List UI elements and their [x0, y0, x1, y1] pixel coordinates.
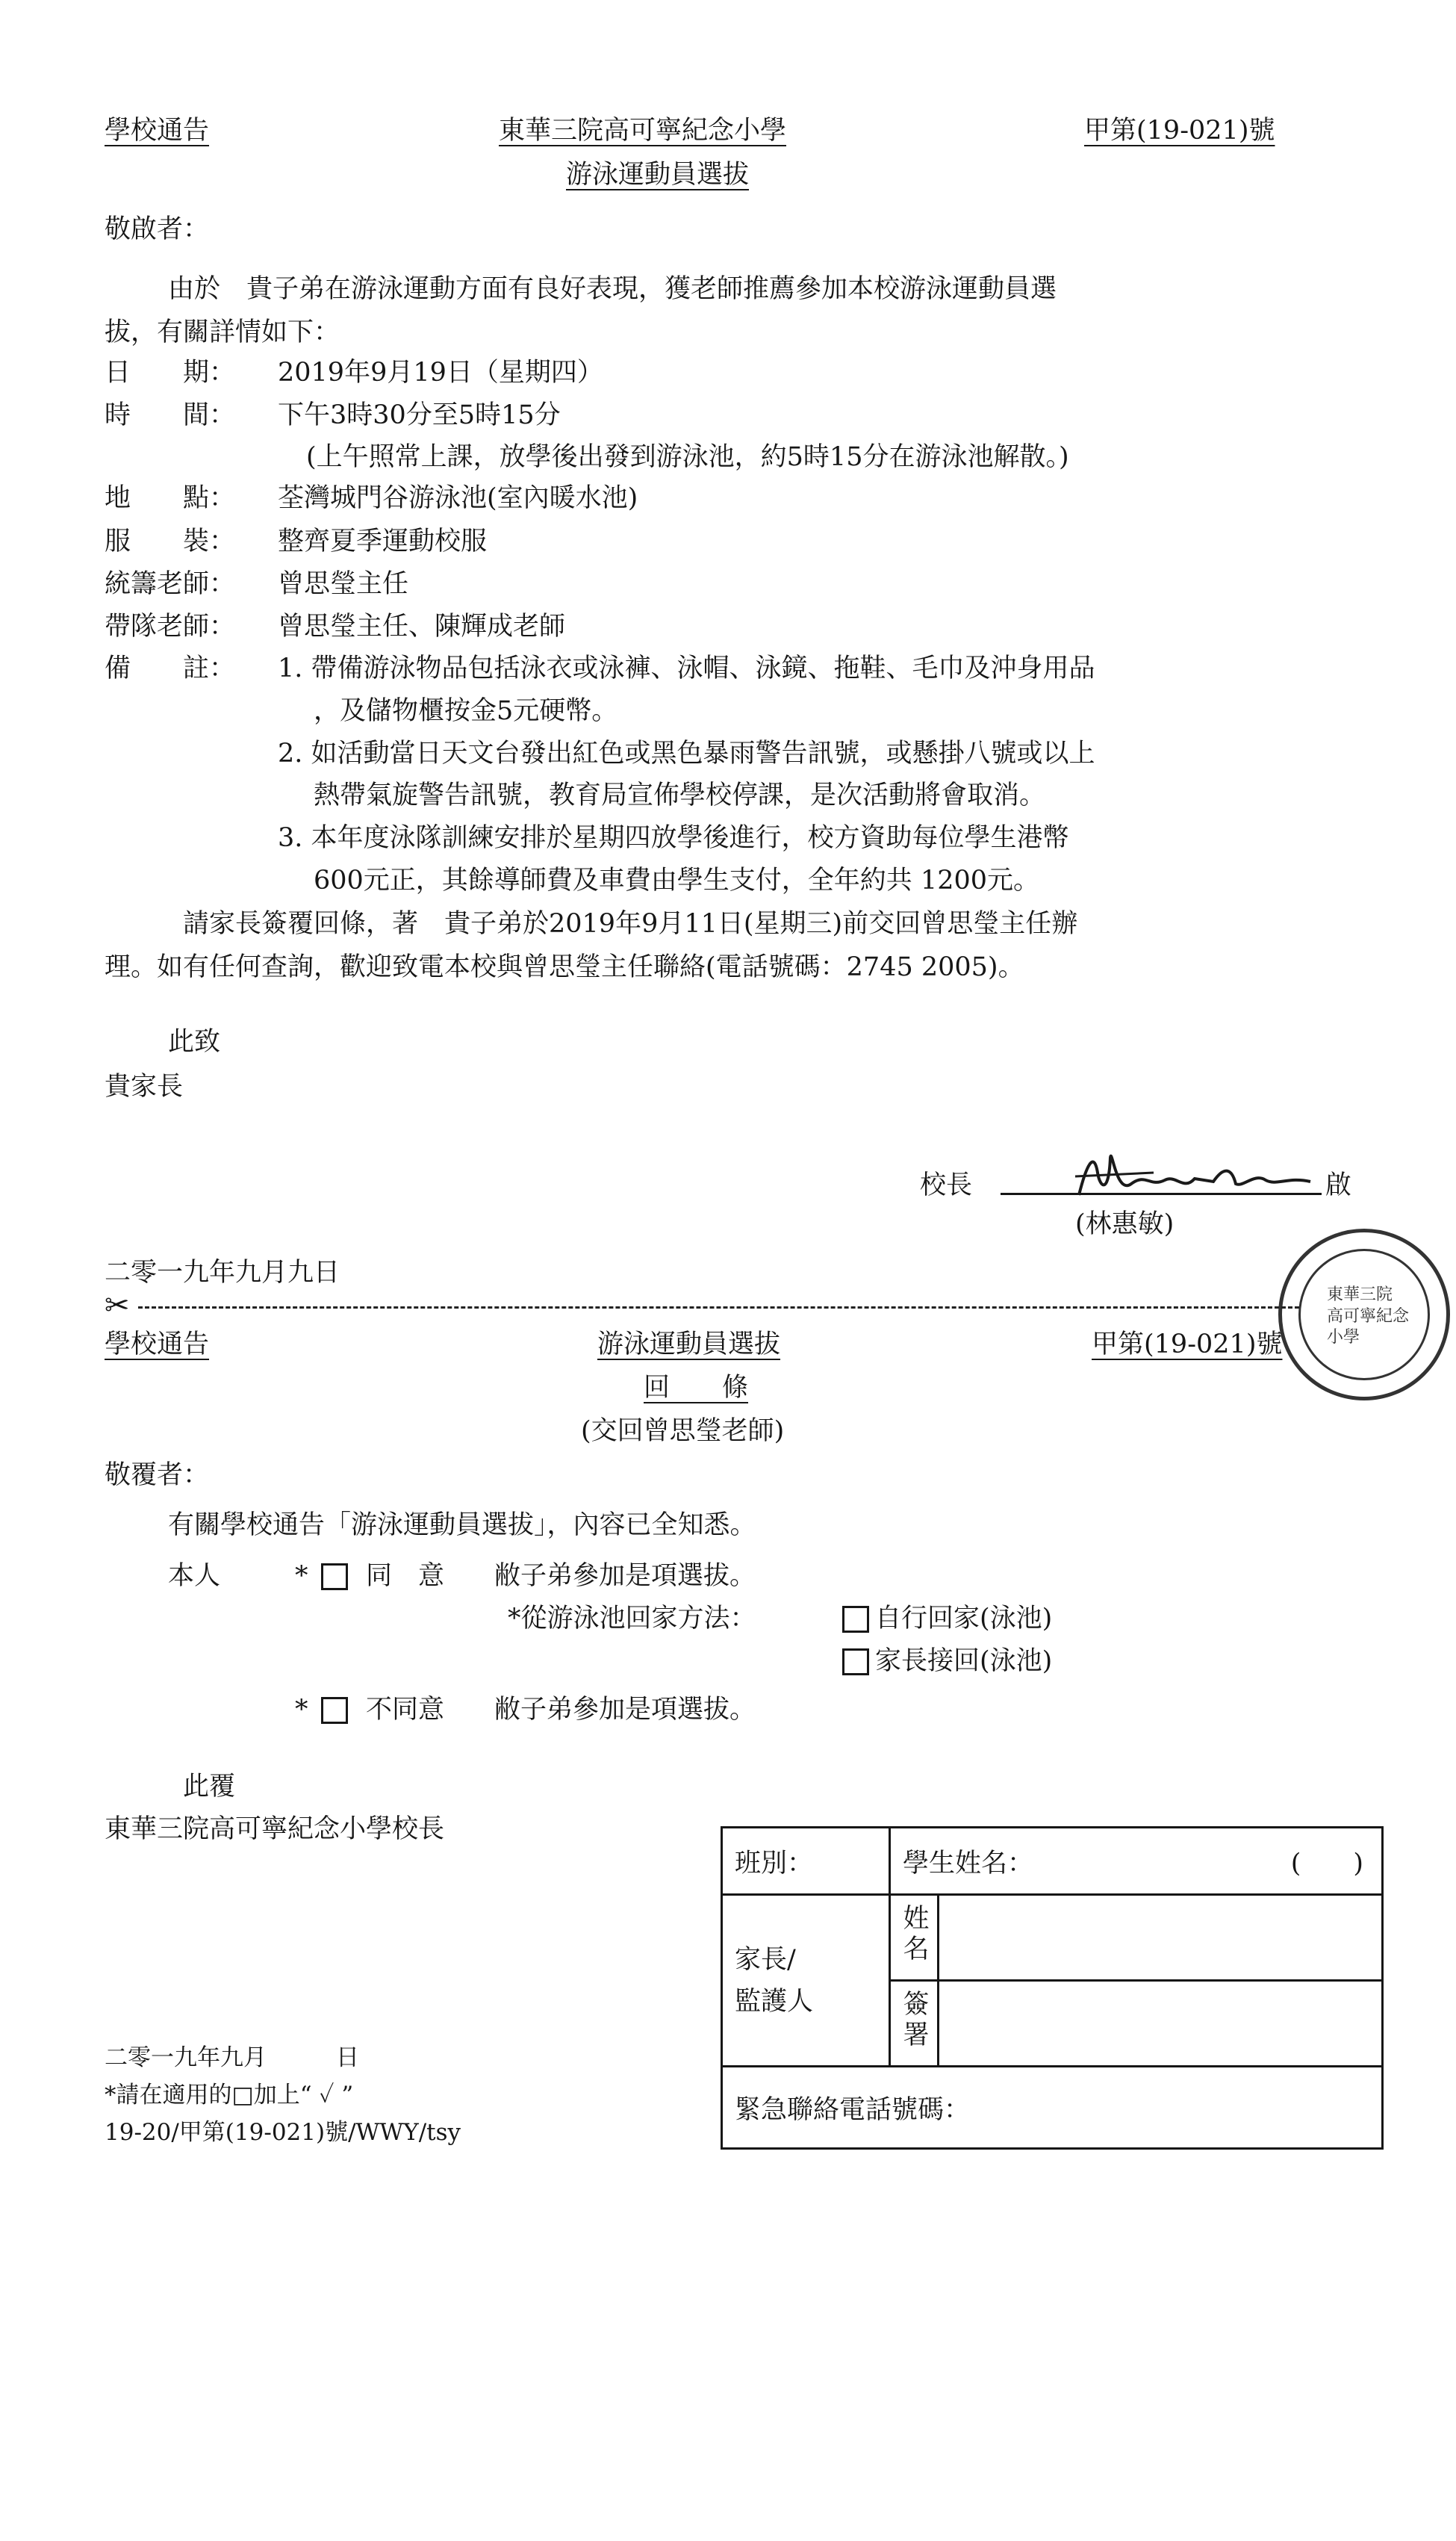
class-label: 班別： [735, 1848, 814, 1878]
agree-label: 同 意 [366, 1561, 445, 1591]
option-parent-checkbox[interactable] [842, 1648, 874, 1676]
leader-value: 曾思瑩主任、陳輝成老師 [278, 612, 566, 642]
salutation: 敬啟者： [105, 214, 210, 244]
remark-1a: 1. 帶備游泳物品包括泳衣或泳褲、泳帽、泳鏡、拖鞋、毛巾及沖身用品 [278, 654, 1095, 683]
sign-label-cell [890, 1981, 939, 2067]
phone-cell[interactable] [722, 2067, 1383, 2149]
principal-label: 校長 [920, 1170, 973, 1200]
cut-line [138, 1306, 1299, 1309]
agree-asterisk: * [295, 1561, 308, 1591]
school-name: 東華三院高可寧紀念小學 [499, 116, 787, 146]
slip-closing: 此覆 [183, 1772, 236, 1802]
return-line-2: 理。如有任何查詢，歡迎致電本校與曾思瑩主任聯絡(電話號碼：2745 2005)。 [105, 952, 1024, 982]
leader-label: 帶隊老師： [105, 612, 236, 642]
slip-note: *請在適用的□加上“ ✓ ” [105, 2082, 354, 2109]
footer-ref: 19-20/甲第(19-021)號/WWY/tsy [105, 2119, 461, 2146]
agree-text: 敝子弟參加是項選拔。 [494, 1561, 756, 1591]
name-label: 姓名 [899, 1903, 929, 1965]
guardian-name-field[interactable] [939, 1895, 1383, 1981]
attire-label: 服 裝： [105, 527, 236, 556]
disagree-text: 敝子弟參加是項選拔。 [494, 1695, 756, 1725]
slip-subject: 游泳運動員選拔 [597, 1330, 781, 1359]
slip-return-to: (交回曾思瑩老師) [581, 1416, 785, 1446]
disagree-checkbox[interactable] [321, 1697, 352, 1725]
slip-date: 二零一九年九月 日 [105, 2044, 359, 2071]
time-note: (上午照常上課，放學後出發到游泳池，約5時15分在游泳池解散。) [306, 442, 1069, 472]
notice-ref: 甲第(19-021)號 [1084, 116, 1275, 146]
notice-label: 學校通告 [105, 116, 210, 146]
school-stamp-text: 東華三院 高可寧紀念小學 [1327, 1285, 1410, 1347]
principal-signature [1064, 1143, 1318, 1210]
coordinator-value: 曾思瑩主任 [278, 569, 409, 599]
slip-salutation: 敬覆者： [105, 1460, 210, 1490]
attire-value: 整齊夏季運動校服 [278, 527, 488, 556]
disagree-label: 不同意 [366, 1695, 445, 1725]
principal-end: 啟 [1325, 1170, 1352, 1200]
guardian-signature-field[interactable] [939, 1981, 1383, 2067]
return-method-label: *從游泳池回家方法： [508, 1604, 756, 1634]
place-label: 地 點： [105, 483, 236, 513]
remark-1b: ，及儲物櫃按金5元硬幣。 [314, 696, 618, 726]
student-name-cell[interactable] [890, 1828, 1383, 1895]
disagree-asterisk: * [295, 1695, 308, 1725]
slip-title: 回 條 [644, 1373, 749, 1403]
student-label: 學生姓名： [903, 1848, 1034, 1878]
slip-ref: 甲第(19-021)號 [1092, 1330, 1283, 1359]
addressee: 貴家長 [105, 1072, 184, 1102]
remark-3b: 600元正，其餘導師費及車費由學生支付，全年約共 1200元。 [314, 866, 1040, 896]
name-label-cell [890, 1895, 939, 1981]
agree-checkbox[interactable] [321, 1563, 352, 1591]
date-value: 2019年9月19日（星期四） [278, 358, 603, 388]
class-no: ( ) [1290, 1848, 1363, 1878]
time-value: 下午3時30分至5時15分 [278, 400, 561, 430]
remark-3a: 3. 本年度泳隊訓練安排於星期四放學後進行，校方資助每位學生港幣 [278, 823, 1069, 853]
closing: 此致 [168, 1027, 221, 1057]
option-self-label: 自行回家(泳池) [875, 1604, 1053, 1634]
sign-label: 簽署 [899, 1989, 929, 2051]
guardian-label-2: 監護人 [735, 1986, 814, 2017]
slip-self: 本人 [168, 1561, 221, 1591]
slip-ack: 有關學校通告「游泳運動員選拔」，內容已全知悉。 [168, 1510, 756, 1540]
phone-label: 緊急聯絡電話號碼： [735, 2094, 971, 2125]
coordinator-label: 統籌老師： [105, 569, 236, 599]
guardian-label-1: 家長/ [735, 1944, 796, 1975]
return-line-1: 請家長簽覆回條，著 貴子弟於2019年9月11日(星期三)前交回曾思瑩主任辦 [183, 909, 1078, 939]
time-label: 時 間： [105, 400, 236, 430]
place-value: 荃灣城門谷游泳池(室內暖水池) [278, 483, 638, 513]
remark-2b: 熱帶氣旋警告訊號，教育局宣佈學校停課，是次活動將會取消。 [314, 781, 1046, 810]
scissors-icon: ✂ [105, 1288, 130, 1323]
school-stamp [1278, 1229, 1450, 1400]
slip-label: 學校通告 [105, 1330, 210, 1359]
remarks-label: 備 註： [105, 654, 236, 683]
intro-line-2: 拔，有關詳情如下： [105, 317, 340, 347]
reply-table [721, 1826, 1384, 2150]
option-self-checkbox[interactable] [842, 1606, 874, 1634]
guardian-label-cell [722, 1895, 890, 2067]
intro-line-1: 由於 貴子弟在游泳運動方面有良好表現，獲老師推薦參加本校游泳運動員選 [168, 274, 1057, 304]
class-cell[interactable] [722, 1828, 890, 1895]
slip-addressee: 東華三院高可寧紀念小學校長 [105, 1814, 445, 1844]
remark-2a: 2. 如活動當日天文台發出紅色或黑色暴雨警告訊號，或懸掛八號或以上 [278, 739, 1095, 769]
date-label: 日 期： [105, 358, 236, 388]
principal-name: (林惠敏) [1075, 1209, 1175, 1239]
notice-subject: 游泳運動員選拔 [566, 160, 750, 190]
notice-date: 二零一九年九月九日 [105, 1258, 340, 1288]
option-parent-label: 家長接回(泳池) [875, 1646, 1053, 1676]
